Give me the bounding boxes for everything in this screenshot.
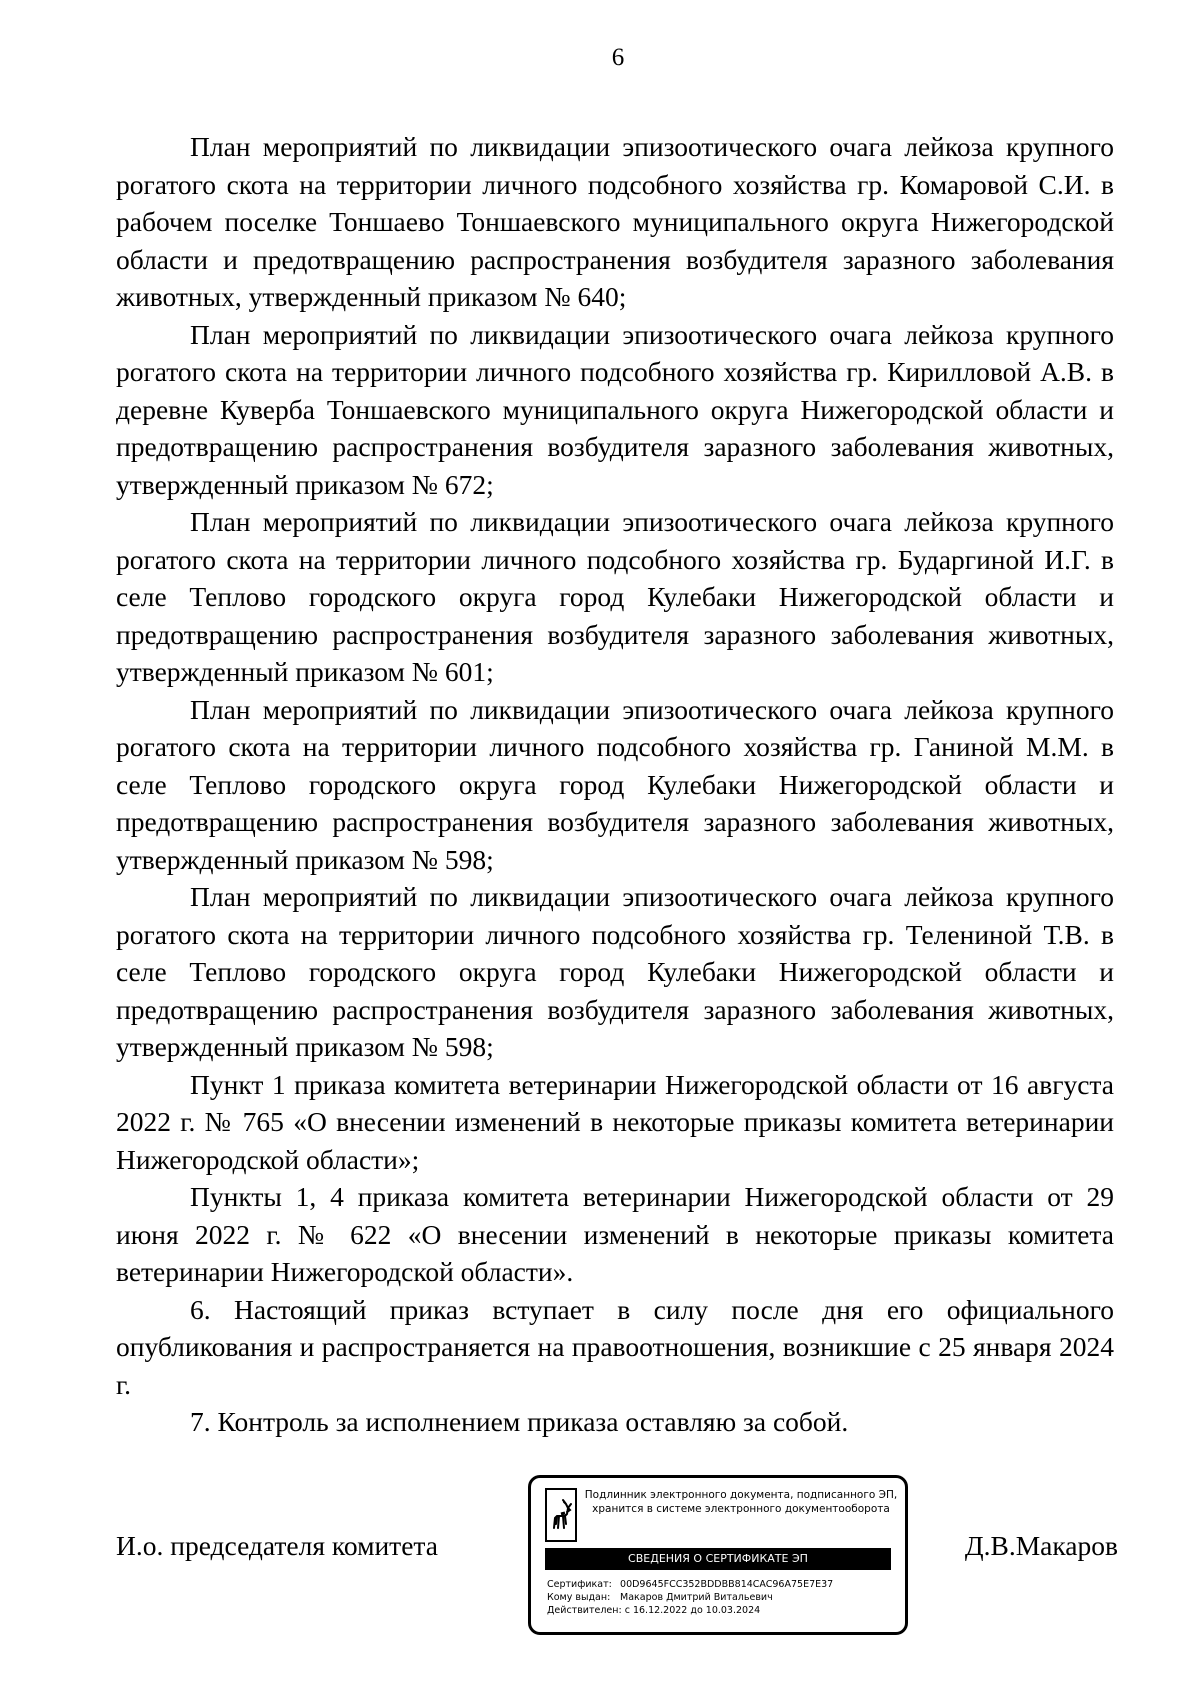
signatory-name: Д.В.Макаров (964, 1530, 1118, 1561)
stamp-note (583, 1488, 899, 1516)
stamp-note-line: Подлинник электронного документа, подписанного ЭП, (584, 1489, 898, 1501)
issued-to-row (547, 1591, 833, 1604)
document-body (116, 128, 1114, 1441)
paragraph: План мероприятий по ликвидации эпизоотического очага лейкоза крупного рогатого скота на территории личного подсобного хозяйства гр. Кирилловой А.В. в деревне Куверба Тоншаевского муниципального округа Нижегородской области и предотвращению распространения возбудителя заразного заболевания животных, утвержденный приказом № 672; (116, 318, 1114, 500)
stamp-header: СВЕДЕНИЯ О СЕРТИФИКАТЕ ЭП (545, 1548, 891, 1570)
certificate-details (547, 1578, 833, 1617)
paragraph: План мероприятий по ликвидации эпизоотического очага лейкоза крупного рогатого скота на территории личного подсобного хозяйства гр. Бударгиной И.Г. в селе Теплово городского округа город Кулебаки Нижегородской области и предотвращению распространения возбудителя заразного заболевания животных, утвержденный приказом № 601; (116, 506, 1114, 687)
certificate-row (547, 1578, 833, 1591)
validity-label: Действителен: (547, 1605, 622, 1616)
deer-emblem-icon (545, 1488, 577, 1542)
signatory-position: И.о. председателя комитета (116, 1530, 438, 1561)
issued-to-label: Кому выдан: (547, 1592, 611, 1603)
validity-value: с 16.12.2022 до 10.03.2024 (624, 1605, 761, 1616)
paragraph: 6. Настоящий приказ вступает в силу после дня его официального опубликования и распространяется на правоотношения, возникшие с 25 января 2024 г. (116, 1293, 1114, 1400)
paragraph: План мероприятий по ликвидации эпизоотического очага лейкоза крупного рогатого скота на территории личного подсобного хозяйства гр. Комаровой С.И. в рабочем поселке Тоншаево Тоншаевского муниципального округа Нижегородской области и предотвращению распространения возбудителя заразного заболевания животных, утвержденный приказом № 640; (116, 131, 1114, 312)
certificate-label: Сертификат: (547, 1579, 612, 1590)
electronic-signature-stamp (528, 1475, 908, 1635)
validity-row (547, 1604, 833, 1617)
paragraph: План мероприятий по ликвидации эпизоотического очага лейкоза крупного рогатого скота на территории личного подсобного хозяйства гр. Телениной Т.В. в селе Теплово городского округа город Кулебаки Нижегородской области и предотвращению распространения возбудителя заразного заболевания животных, утвержденный приказом № 598; (116, 881, 1114, 1062)
paragraph: Пункты 1, 4 приказа комитета ветеринарии Нижегородской области от 29 июня 2022 г. № 622 «О внесении изменений в некоторые приказы комитета ветеринарии Нижегородской области». (116, 1181, 1114, 1287)
paragraph: План мероприятий по ликвидации эпизоотического очага лейкоза крупного рогатого скота на территории личного подсобного хозяйства гр. Ганиной М.М. в селе Теплово городского округа город Кулебаки Нижегородской области и предотвращению распространения возбудителя заразного заболевания животных, утвержденный приказом № 598; (116, 693, 1114, 875)
certificate-value: 00D9645FCC352BDDBB814CAC96A75E7E37 (620, 1579, 834, 1590)
page-number: 6 (611, 44, 625, 71)
paragraph: Пункт 1 приказа комитета ветеринарии Нижегородской области от 16 августа 2022 г. № 765 «О внесении изменений в некоторые приказы комитета ветеринарии Нижегородской области»; (116, 1068, 1114, 1175)
stamp-note-line: хранится в системе электронного документооборота (592, 1503, 890, 1515)
issued-to-value: Макаров Дмитрий Витальевич (620, 1592, 773, 1603)
paragraph: 7. Контроль за исполнением приказа оставляю за собой. (190, 1406, 849, 1437)
